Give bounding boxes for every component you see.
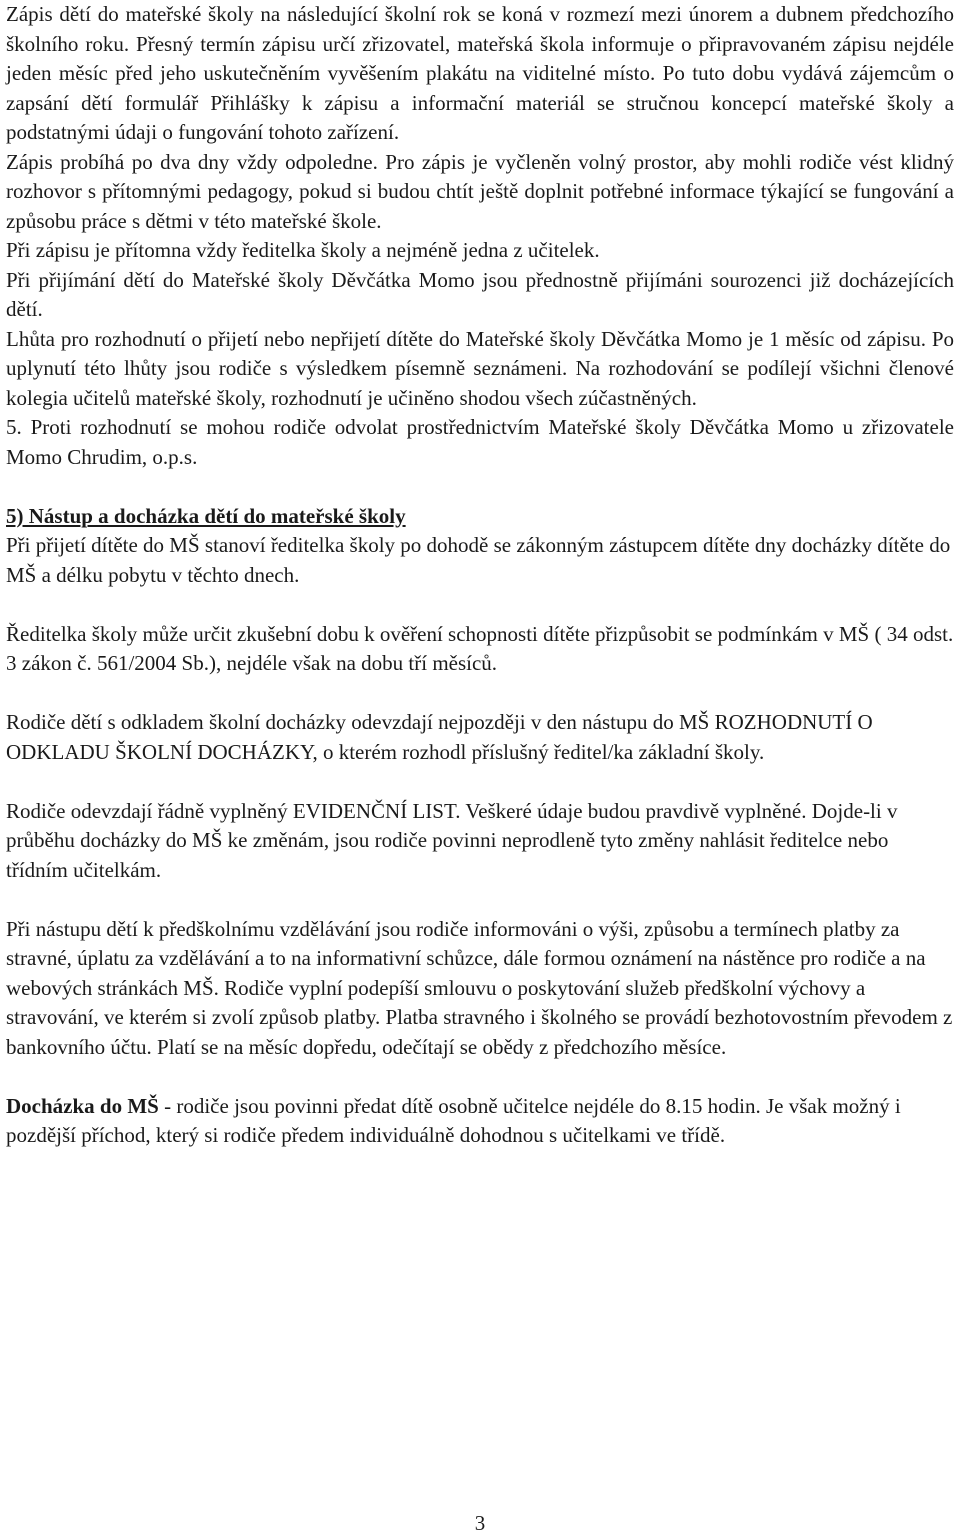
attendance-text: - rodiče jsou povinni předat dítě osobně učitelce nejdéle do 8.15 hodin. Je však možný i pozdější příchod, který si rodiče předem individuálně dohodnou s učitelkami ve třídě. <box>6 1093 901 1147</box>
paragraph-payment-info: Při nástupu dětí k předškolnímu vzdělávání jsou rodiče informováni o výši, způsobu a termínech platby za stravné, úplatu za vzdělávání a to na informativní schůzce, dále formou oznámení na nástěnce pro rodiče a na webových stránkách MŠ. Rodiče vyplní podepíší smlouvu o poskytování služeb předškolní výchovy a stravování, ve kterém si zvolí způsob platby. Platba stravného i školného se provádí bezhotovostním převodem z bankovního účtu. Platí se na měsíc dopředu, odečítají se obědy z předchozího měsíce. <box>6 916 953 1059</box>
section-heading: 5) Nástup a docházka dětí do mateřské školy <box>6 503 406 528</box>
spacer <box>6 590 954 620</box>
attendance-label: Docházka do MŠ <box>6 1093 159 1118</box>
spacer <box>6 885 954 915</box>
paragraph-enrollment-procedure: Zápis probíhá po dva dny vždy odpoledne. Pro zápis je vyčleněn volný prostor, aby mohli rodiče vést klidný rozhovor s přítomnými pedagogy, pokud si budou chtít ještě doplnit potřebné informace týkající se fungování a způsobu práce s dětmi v této mateřské škole. <box>6 149 954 233</box>
paragraph-appeal: 5. Proti rozhodnutí se mohou rodiče odvolat prostřednictvím Mateřské školy Děvčátka Momo u zřizovatele Momo Chrudim, o.p.s. <box>6 415 954 469</box>
paragraph-enrollment-presence: Při zápisu je přítomna vždy ředitelka školy a nejméně jedna z učitelek. <box>6 238 600 262</box>
spacer <box>6 679 954 709</box>
paragraph-admission-terms: Při přijetí dítěte do MŠ stanoví ředitelka školy po dohodě se zákonným zástupcem dítěte dny docházky dítěte do MŠ a délku pobytu v těchto dnech. <box>6 533 951 587</box>
paragraph-attendance <box>6 1092 954 1151</box>
page-number: 3 <box>474 1511 486 1535</box>
paragraph-siblings-priority: Při přijímání dětí do Mateřské školy Děvčátka Momo jsou přednostně přijímáni sourozenci již docházejících dětí. <box>6 267 954 321</box>
paragraph-decision-deadline: Lhůta pro rozhodnutí o přijetí nebo nepřijetí dítěte do Mateřské školy Děvčátka Momo je 1 měsíc od zápisu. Po uplynutí této lhůty jsou rodiče s výsledkem písemně seznámeni. Na rozhodování se podílejí všichni členové kolegia učitelů mateřské školy, rozhodnutí je učiněno shodou všech zúčastněných. <box>6 326 954 410</box>
paragraph-trial-period: Ředitelka školy může určit zkušební dobu k ověření schopnosti dítěte přizpůsobit se podmínkám v MŠ ( 34 odst. 3 zákon č. 561/2004 Sb.), nejdéle však na dobu tří měsíců. <box>6 621 954 675</box>
paragraph-enrollment-period: Zápis dětí do mateřské školy na následující školní rok se koná v rozmezí mezi únorem a dubnem předchozího školního roku. Přesný termín zápisu určí zřizovatel, mateřská škola informuje o připravovaném zápisu nejdéle jeden měsíc před jeho uskutečněním vyvěšením plakátu na viditelné místo. Po tuto dobu vydává zájemcům o zapsání dětí formulář Přihlášky k zápisu a informační materiál se stručnou koncepcí mateřské školy a podstatnými údaji o fungování tohoto zařízení. <box>6 2 954 144</box>
paragraph-registration-sheet: Rodiče odevzdají řádně vyplněný EVIDENČNÍ LIST. Veškeré údaje budou pravdivě vyplněné. Dojde-li v průběhu docházky do MŠ ke změnám, jsou rodiče povinni neprodleně tyto změny nahlásit ředitelce nebo třídním učitelkám. <box>6 798 898 882</box>
spacer <box>6 767 954 797</box>
document-page <box>6 0 954 1151</box>
spacer <box>6 1062 954 1092</box>
paragraph-deferral-decision: Rodiče dětí s odkladem školní docházky odevzdají nejpozději v den nástupu do MŠ ROZHODNUTÍ O ODKLADU ŠKOLNÍ DOCHÁZKY, o kterém rozhodl příslušný ředitel/ka základní školy. <box>6 710 873 764</box>
spacer <box>6 472 954 502</box>
